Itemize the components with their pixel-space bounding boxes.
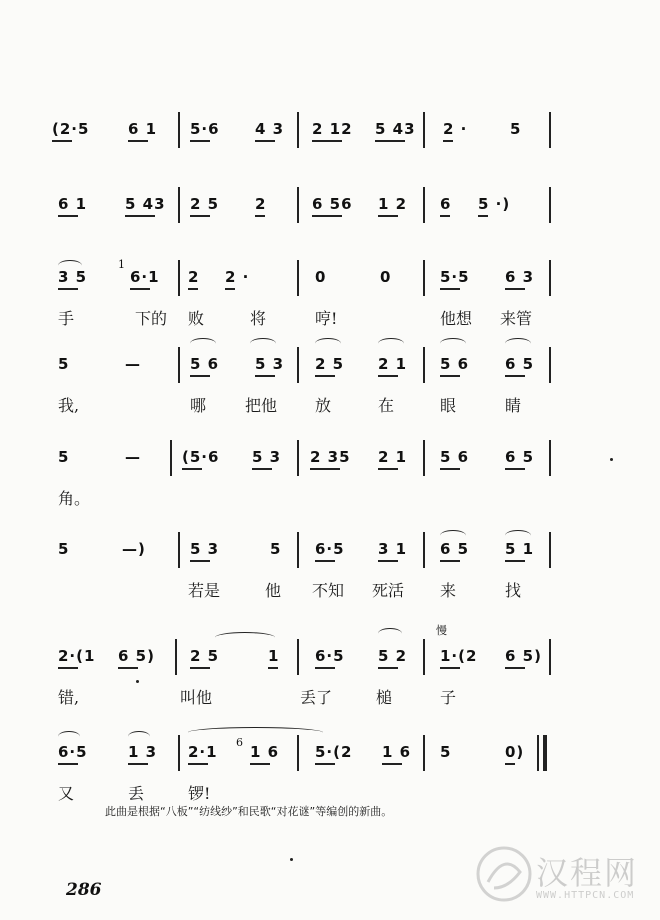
note-group: 2 12 bbox=[312, 120, 353, 138]
lyric-syllable: 放 bbox=[315, 396, 332, 415]
barline bbox=[549, 532, 551, 568]
note-group: 6 5 bbox=[505, 355, 535, 373]
beam-line bbox=[378, 375, 398, 377]
lyric-syllable: 手 bbox=[58, 309, 75, 328]
lyric-syllable: 败 bbox=[188, 309, 205, 328]
note-group: 0 bbox=[380, 268, 392, 286]
barline bbox=[423, 639, 425, 675]
note-group: 6 5 bbox=[505, 448, 535, 466]
watermark-url: WWW.HTTPCN.COM bbox=[536, 890, 635, 901]
beam-line bbox=[312, 215, 342, 217]
barline bbox=[423, 260, 425, 296]
beam-line bbox=[52, 140, 72, 142]
note-group: 1 6 bbox=[382, 743, 412, 761]
slur-arc bbox=[378, 628, 402, 639]
note-group: 0 bbox=[315, 268, 327, 286]
lyric-syllable: 找 bbox=[505, 581, 522, 600]
beam-line bbox=[443, 140, 453, 142]
barline bbox=[297, 735, 299, 771]
barline bbox=[423, 347, 425, 383]
note-group: 4 3 bbox=[255, 120, 285, 138]
barline bbox=[549, 347, 551, 383]
barline bbox=[537, 735, 539, 771]
barline bbox=[549, 440, 551, 476]
beam-line bbox=[125, 215, 155, 217]
lyric-syllable: 他想 bbox=[440, 309, 473, 328]
note-group: (5·6 bbox=[182, 448, 220, 466]
print-speck bbox=[290, 858, 293, 861]
barline bbox=[423, 532, 425, 568]
barline bbox=[549, 187, 551, 223]
lyric-syllable: 他 bbox=[265, 581, 282, 600]
lyric-syllable: 丢 bbox=[128, 784, 145, 803]
beam-line bbox=[478, 215, 488, 217]
note-group: 1 bbox=[268, 647, 280, 665]
beam-line bbox=[505, 375, 525, 377]
lyric-syllable: 在 bbox=[378, 396, 395, 415]
beam-line bbox=[310, 468, 340, 470]
barline bbox=[178, 260, 180, 296]
note-group: 5 6 bbox=[190, 355, 220, 373]
note-group: 1 6 bbox=[250, 743, 280, 761]
barline bbox=[178, 347, 180, 383]
note-group: 0) bbox=[505, 743, 525, 761]
lyric-syllable: 来管 bbox=[500, 309, 533, 328]
slur-arc bbox=[188, 727, 323, 738]
beam-line bbox=[255, 140, 275, 142]
beam-line bbox=[190, 560, 210, 562]
beam-line bbox=[58, 215, 78, 217]
beam-line bbox=[505, 763, 515, 765]
barline bbox=[297, 347, 299, 383]
beam-line bbox=[440, 375, 460, 377]
beam-line bbox=[190, 140, 210, 142]
beam-line bbox=[128, 140, 148, 142]
beam-line bbox=[505, 468, 525, 470]
lyric-syllable: 将 bbox=[250, 309, 267, 328]
note-group: 5·(2 bbox=[315, 743, 353, 761]
note-group: 5 bbox=[510, 120, 522, 138]
note-group: 1 2 bbox=[378, 195, 408, 213]
slur-arc bbox=[128, 731, 150, 742]
beam-line bbox=[188, 763, 208, 765]
lyric-syllable: 我, bbox=[58, 396, 80, 415]
note-group: 5 bbox=[58, 448, 70, 466]
barline bbox=[178, 532, 180, 568]
note-group: 6 3 bbox=[505, 268, 535, 286]
note-group: 6·5 bbox=[315, 647, 345, 665]
beam-line bbox=[315, 763, 335, 765]
beam-line bbox=[190, 667, 210, 669]
barline bbox=[549, 639, 551, 675]
note-group: — bbox=[125, 355, 141, 373]
beam-line bbox=[505, 667, 525, 669]
note-group: 5·5 bbox=[440, 268, 470, 286]
beam-line bbox=[440, 215, 450, 217]
lyric-syllable: 又 bbox=[58, 784, 75, 803]
lyric-syllable: 来 bbox=[440, 581, 457, 600]
lyric-syllable: 不知 bbox=[312, 581, 345, 600]
note-group: 2 5 bbox=[190, 195, 220, 213]
note-group: 6·5 bbox=[315, 540, 345, 558]
beam-line bbox=[188, 288, 198, 290]
barline bbox=[178, 187, 180, 223]
beam-line bbox=[250, 763, 270, 765]
note-group: 2 bbox=[255, 195, 267, 213]
note-group: 5 ·) bbox=[478, 195, 511, 213]
barline bbox=[297, 532, 299, 568]
note-group: 6 5 bbox=[440, 540, 470, 558]
barline bbox=[297, 440, 299, 476]
note-group: —) bbox=[122, 540, 146, 558]
barline bbox=[423, 735, 425, 771]
note-group: 2·(1 bbox=[58, 647, 96, 665]
barline bbox=[178, 735, 180, 771]
beam-line bbox=[255, 215, 265, 217]
grace-note: 1 bbox=[118, 258, 125, 271]
watermark bbox=[470, 842, 650, 912]
beam-line bbox=[505, 560, 525, 562]
slur-arc bbox=[215, 632, 275, 643]
lyric-syllable: 若是 bbox=[188, 581, 221, 600]
grace-note: 6 bbox=[236, 736, 243, 749]
slur-arc bbox=[58, 260, 82, 271]
lyric-syllable: 错, bbox=[58, 688, 80, 707]
note-group: 5 bbox=[58, 540, 70, 558]
barline bbox=[423, 187, 425, 223]
beam-line bbox=[128, 763, 148, 765]
beam-line bbox=[225, 288, 235, 290]
beam-line bbox=[378, 215, 398, 217]
barline bbox=[297, 112, 299, 148]
note-group: 5 3 bbox=[252, 448, 282, 466]
note-group: 5 3 bbox=[190, 540, 220, 558]
slur-arc bbox=[505, 530, 531, 541]
beam-line bbox=[255, 375, 275, 377]
beam-line bbox=[58, 667, 78, 669]
note-group: 2 · bbox=[443, 120, 468, 138]
note-group: 2 5 bbox=[190, 647, 220, 665]
beam-line bbox=[315, 375, 335, 377]
lyric-syllable: 下的 bbox=[135, 309, 168, 328]
beam-line bbox=[440, 288, 460, 290]
barline bbox=[175, 639, 177, 675]
beam-line bbox=[315, 560, 335, 562]
note-group: 1·(2 bbox=[440, 647, 478, 665]
barline bbox=[297, 187, 299, 223]
lyric-syllable: 槌 bbox=[376, 688, 393, 707]
slur-arc bbox=[440, 338, 466, 349]
note-group: 6 bbox=[440, 195, 452, 213]
slur-arc bbox=[250, 338, 276, 349]
lyric-syllable: 哼! bbox=[315, 309, 338, 328]
beam-line bbox=[375, 140, 405, 142]
slur-arc bbox=[378, 338, 404, 349]
beam-line bbox=[312, 140, 342, 142]
beam-line bbox=[440, 468, 460, 470]
note-group: 5 bbox=[440, 743, 452, 761]
note-group: 5 2 bbox=[378, 647, 408, 665]
lyric-syllable: 哪 bbox=[190, 396, 207, 415]
note-group: 3 1 bbox=[378, 540, 408, 558]
note-group: 5 bbox=[270, 540, 282, 558]
note-group: 6·1 bbox=[130, 268, 160, 286]
note-group: 2 · bbox=[225, 268, 250, 286]
note-group: 6 5) bbox=[118, 647, 155, 665]
barline bbox=[423, 440, 425, 476]
note-group: 2 5 bbox=[315, 355, 345, 373]
beam-line bbox=[118, 667, 138, 669]
tempo-mark: 慢 bbox=[436, 624, 447, 637]
barline bbox=[297, 639, 299, 675]
slur-arc bbox=[58, 731, 80, 742]
footnote: 此曲是根据“八板”“纺线纱”和民歌“对花谜”等编创的新曲。 bbox=[105, 805, 393, 818]
note-group: 2 1 bbox=[378, 448, 408, 466]
note-group: 3 5 bbox=[58, 268, 88, 286]
barline bbox=[423, 112, 425, 148]
note-group: 5 3 bbox=[255, 355, 285, 373]
final-barline bbox=[543, 735, 547, 771]
note-group: — bbox=[125, 448, 141, 466]
note-group: 2 35 bbox=[310, 448, 351, 466]
slur-arc bbox=[190, 338, 216, 349]
note-group: 2·1 bbox=[188, 743, 218, 761]
print-speck bbox=[136, 680, 139, 683]
beam-line bbox=[58, 763, 78, 765]
beam-line bbox=[58, 288, 78, 290]
note-group: 6 1 bbox=[58, 195, 88, 213]
note-group: 5 bbox=[58, 355, 70, 373]
watermark-title: 汉程网 bbox=[536, 854, 639, 892]
beam-line bbox=[505, 288, 525, 290]
watermark-logo-icon bbox=[474, 842, 534, 906]
note-group: 6 56 bbox=[312, 195, 353, 213]
lyric-syllable: 角。 bbox=[58, 489, 91, 508]
beam-line bbox=[378, 560, 398, 562]
slur-arc bbox=[315, 338, 341, 349]
note-group: 1 3 bbox=[128, 743, 158, 761]
slur-arc bbox=[505, 338, 531, 349]
lyric-syllable: 子 bbox=[440, 688, 457, 707]
lyric-syllable: 死活 bbox=[372, 581, 405, 600]
barline bbox=[297, 260, 299, 296]
lyric-syllable: 叫他 bbox=[180, 688, 213, 707]
barline bbox=[549, 260, 551, 296]
note-group: 5 43 bbox=[375, 120, 416, 138]
print-speck bbox=[610, 458, 613, 461]
beam-line bbox=[130, 288, 150, 290]
note-group: (2·5 bbox=[52, 120, 90, 138]
note-group: 5 6 bbox=[440, 448, 470, 466]
beam-line bbox=[440, 560, 460, 562]
note-group: 2 bbox=[188, 268, 200, 286]
beam-line bbox=[190, 375, 210, 377]
page-number: 286 bbox=[66, 880, 102, 900]
note-group: 5 43 bbox=[125, 195, 166, 213]
note-group: 6 1 bbox=[128, 120, 158, 138]
note-group: 6 5) bbox=[505, 647, 542, 665]
beam-line bbox=[315, 667, 335, 669]
barline bbox=[549, 112, 551, 148]
beam-line bbox=[378, 468, 398, 470]
note-group: 5 1 bbox=[505, 540, 535, 558]
beam-line bbox=[252, 468, 272, 470]
beam-line bbox=[378, 667, 398, 669]
beam-line bbox=[440, 667, 460, 669]
lyric-syllable: 把他 bbox=[245, 396, 278, 415]
lyric-syllable: 锣! bbox=[188, 784, 211, 803]
beam-line bbox=[382, 763, 402, 765]
lyric-syllable: 睛 bbox=[505, 396, 522, 415]
beam-line bbox=[268, 667, 278, 669]
barline bbox=[170, 440, 172, 476]
lyric-syllable: 眼 bbox=[440, 396, 457, 415]
note-group: 2 1 bbox=[378, 355, 408, 373]
note-group: 5·6 bbox=[190, 120, 220, 138]
note-group: 6·5 bbox=[58, 743, 88, 761]
note-group: 5 6 bbox=[440, 355, 470, 373]
beam-line bbox=[190, 215, 210, 217]
barline bbox=[178, 112, 180, 148]
slur-arc bbox=[440, 530, 466, 541]
lyric-syllable: 丢了 bbox=[300, 688, 333, 707]
beam-line bbox=[182, 468, 202, 470]
